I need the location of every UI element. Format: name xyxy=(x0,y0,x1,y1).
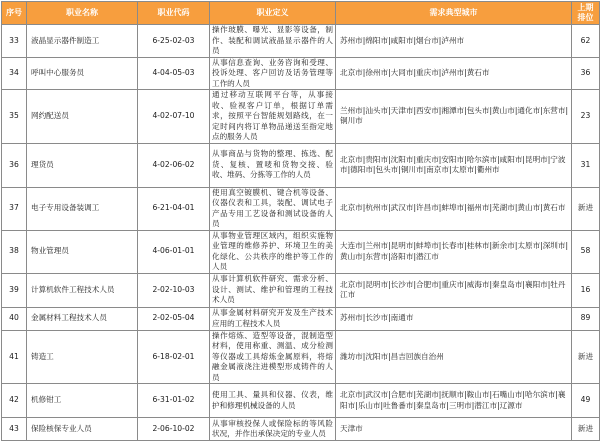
table-row xyxy=(2,418,600,441)
row-definition: 操作玻膜、曝光、显影等设备，制作、装配和调试液晶显示器件的人员 xyxy=(210,25,336,58)
row-title: 物业管理员 xyxy=(27,230,138,273)
row-rank: 58 xyxy=(572,230,600,273)
table-row xyxy=(2,330,600,384)
row-num: 41 xyxy=(2,330,27,384)
row-code: 6-25-02-03 xyxy=(138,25,210,58)
header-code: 职业代码 xyxy=(138,2,210,25)
table-row xyxy=(2,143,600,187)
row-rank: 16 xyxy=(572,273,600,307)
row-definition: 操作熔炼、造型等设备，混制造型材料，使用称重、测温、成分检测等仪器或工具熔炼金属原料，将熔融金属液浇注进模型形成铸件的人员 xyxy=(210,330,336,384)
row-code: 2-06-10-02 xyxy=(138,418,210,441)
row-rank: 62 xyxy=(572,25,600,58)
header-cities: 需求典型城市 xyxy=(336,2,572,25)
row-cities: 天津市 xyxy=(336,418,572,441)
row-code: 2-02-10-03 xyxy=(138,273,210,307)
row-num: 38 xyxy=(2,230,27,273)
row-cities: 北京市|杭州市|武汉市|许昌市|蚌埠市|福州市|芜湖市|黄山市|黄石市 xyxy=(336,187,572,230)
table-row xyxy=(2,230,600,273)
row-code: 6-18-02-01 xyxy=(138,330,210,384)
header-rank: 上期排位 xyxy=(572,2,600,25)
row-rank: 89 xyxy=(572,307,600,330)
row-title: 理货员 xyxy=(27,143,138,187)
row-num: 43 xyxy=(2,418,27,441)
row-cities: 兰州市|汕头市|天津市|西安市|湘潭市|包头市|黄山市|通化市|东营市|铜川市 xyxy=(336,90,572,144)
table-row xyxy=(2,273,600,307)
row-title: 保险核保专业人员 xyxy=(27,418,138,441)
row-definition: 从事审核投保人或保险标的等风险状况，并作出承保决定的专业人员 xyxy=(210,418,336,441)
row-num: 39 xyxy=(2,273,27,307)
row-num: 35 xyxy=(2,90,27,144)
row-rank: 36 xyxy=(572,57,600,90)
row-title: 计算机软件工程技术人员 xyxy=(27,273,138,307)
row-cities: 潍坊市|沈阳市|昌吉回族自治州 xyxy=(336,330,572,384)
row-title: 网约配送员 xyxy=(27,90,138,144)
table-row xyxy=(2,187,600,230)
row-rank: 23 xyxy=(572,90,600,144)
row-definition: 从事金属材料研究开发及生产技术应用的工程技术人员 xyxy=(210,307,336,330)
row-num: 34 xyxy=(2,57,27,90)
table-row xyxy=(2,25,600,58)
row-title: 金属材料工程技术人员 xyxy=(27,307,138,330)
row-num: 40 xyxy=(2,307,27,330)
row-definition: 使用真空镀膜机、键合机等设备、仪器仪表和工具，装配、调试电子产品专用工艺设备和测试设备的人员 xyxy=(210,187,336,230)
row-definition: 使用工具、量具和仪器、仪表，维护和修理机械设备的人员 xyxy=(210,384,336,418)
row-code: 4-06-01-01 xyxy=(138,230,210,273)
header-definition: 职业定义 xyxy=(210,2,336,25)
row-code: 4-04-05-03 xyxy=(138,57,210,90)
table-row xyxy=(2,90,600,144)
row-cities: 北京市|昆明市|长沙市|合肥市|重庆市|威海市|秦皇岛市|襄阳市|牡丹江市 xyxy=(336,273,572,307)
row-title: 电子专用设备装调工 xyxy=(27,187,138,230)
row-cities: 苏州市|绵阳市|咸阳市|烟台市|泸州市 xyxy=(336,25,572,58)
row-rank: 新进 xyxy=(572,187,600,230)
row-rank: 新进 xyxy=(572,418,600,441)
row-cities: 苏州市|长沙市|南通市 xyxy=(336,307,572,330)
row-title: 呼叫中心服务员 xyxy=(27,57,138,90)
table-header-row xyxy=(2,2,600,25)
header-title: 职业名称 xyxy=(27,2,138,25)
row-definition: 从事商品与货物的整理、拣选、配货、复核、置唛和货物交接、验收、堆码、分拣等工作的人员 xyxy=(210,143,336,187)
row-num: 37 xyxy=(2,187,27,230)
row-definition: 从事物业管理区域内，组织实施物业管理的维修养护、环境卫生的美化绿化、公共秩序的维护等工作的人员 xyxy=(210,230,336,273)
table-row xyxy=(2,57,600,90)
row-code: 4-02-06-02 xyxy=(138,143,210,187)
row-rank: 31 xyxy=(572,143,600,187)
row-cities: 北京市|武汉市|合肥市|芜湖市|抚顺市|鞍山市|石嘴山市|哈尔滨市|襄阳市|乐山市|吐鲁番市|秦皇岛市|三明市|潜江市|辽源市 xyxy=(336,384,572,418)
row-definition: 通过移动互联网平台等，从事接收、验视客户订单，根据订单需求，按照平台智能规划路线，在一定时间内将订单物品递送至指定地点的服务人员 xyxy=(210,90,336,144)
row-rank: 新进 xyxy=(572,330,600,384)
header-num: 序号 xyxy=(2,2,27,25)
row-cities: 北京市|贵阳市|沈阳市|重庆市|安阳市|哈尔滨市|咸阳市|昆明市|宁波市|德阳市|包头市|铜川市|南京市|太原市|衢州市 xyxy=(336,143,572,187)
row-title: 铸造工 xyxy=(27,330,138,384)
occupation-demand-table xyxy=(1,1,600,441)
row-rank: 49 xyxy=(572,384,600,418)
row-num: 42 xyxy=(2,384,27,418)
row-definition: 从事信息查询、业务咨询和受理、投诉处理、客户回访及话务管理等工作的人员 xyxy=(210,57,336,90)
row-definition: 从事计算机软件研究、需求分析、设计、测试、维护和管理的工程技术人员 xyxy=(210,273,336,307)
row-num: 33 xyxy=(2,25,27,58)
row-code: 6-31-01-02 xyxy=(138,384,210,418)
row-code: 4-02-07-10 xyxy=(138,90,210,144)
row-num: 36 xyxy=(2,143,27,187)
row-title: 液晶显示器件制造工 xyxy=(27,25,138,58)
row-title: 机修钳工 xyxy=(27,384,138,418)
table-row xyxy=(2,307,600,330)
row-code: 2-02-05-04 xyxy=(138,307,210,330)
row-code: 6-21-04-01 xyxy=(138,187,210,230)
row-cities: 北京市|徐州市|大同市|重庆市|泸州市|黄石市 xyxy=(336,57,572,90)
row-cities: 大连市|兰州市|昆明市|蚌埠市|长春市|桂林市|新余市|太原市|深圳市|黄山市|东营市|洛阳市|潜江市 xyxy=(336,230,572,273)
